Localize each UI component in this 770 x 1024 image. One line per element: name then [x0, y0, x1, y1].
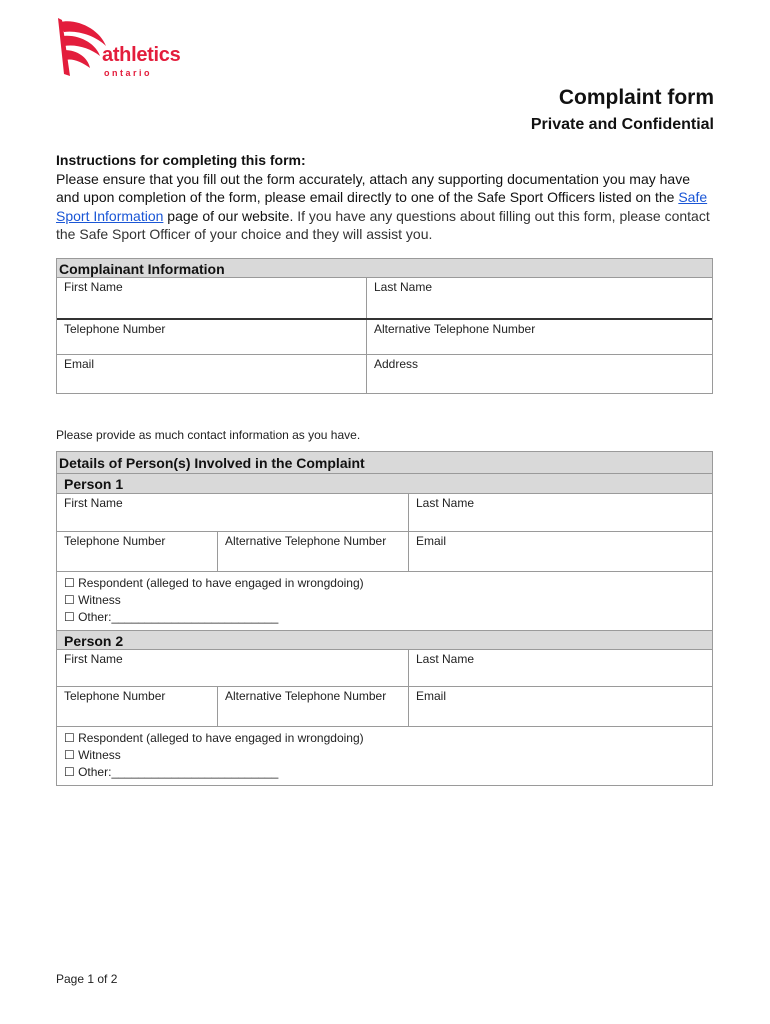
- last-name-field[interactable]: Last Name: [374, 280, 433, 294]
- logo-name: athletics: [102, 44, 181, 66]
- person-2-first-name-field[interactable]: First Name: [57, 650, 409, 686]
- instructions: [56, 151, 716, 244]
- person-1-row-name: [57, 494, 712, 532]
- complainant-row-email: [57, 355, 712, 393]
- person-1-last-name-field[interactable]: Last Name: [416, 496, 475, 510]
- instructions-heading: Instructions for completing this form:: [56, 152, 306, 168]
- person-1-telephone-field[interactable]: Telephone Number: [57, 532, 218, 571]
- person-1-first-name-field[interactable]: First Name: [57, 494, 409, 531]
- person-2-alt-telephone-field[interactable]: Alternative Telephone Number: [218, 687, 409, 726]
- person-2-respondent-checkbox[interactable]: ☐ Respondent (alleged to have engaged in wrongdoing): [64, 731, 364, 745]
- page-subtitle: Private and Confidential: [530, 116, 714, 133]
- person-2-other-checkbox[interactable]: ☐ Other:_________________________: [64, 765, 279, 779]
- alt-telephone-field[interactable]: Alternative Telephone Number: [374, 322, 536, 336]
- logo-sub: ontario: [104, 68, 152, 78]
- person-1-alt-telephone-field[interactable]: Alternative Telephone Number: [218, 532, 409, 571]
- person-2-witness-checkbox[interactable]: ☐ Witness: [64, 748, 121, 762]
- person-1-role-options: [57, 572, 712, 630]
- person-2-telephone-field[interactable]: Telephone Number: [57, 687, 218, 726]
- complainant-section: [56, 258, 713, 394]
- telephone-field[interactable]: Telephone Number: [57, 320, 367, 354]
- instructions-text-grey: If you have any questions about filling out this form, please contact the Safe Sport Officer of your choice and they will assist you.: [56, 207, 710, 242]
- email-field[interactable]: Email: [57, 355, 367, 393]
- person-2-row-name: [57, 650, 712, 687]
- person-1-witness-checkbox[interactable]: ☐ Witness: [64, 593, 121, 607]
- person-1-other-checkbox[interactable]: ☐ Other:_________________________: [64, 610, 279, 624]
- instructions-text: Please ensure that you fill out the form accurately, attach any supporting documentation you may have and upon completion of the form, please email directly to one of the Safe Sport Officers listed on the: [56, 170, 690, 205]
- address-field[interactable]: Address: [374, 357, 419, 371]
- person-1-respondent-checkbox[interactable]: ☐ Respondent (alleged to have engaged in wrongdoing): [64, 576, 364, 590]
- person-2-role-options: [57, 727, 712, 785]
- page-number: Page 1 of 2: [56, 972, 118, 986]
- details-section: [56, 451, 713, 786]
- instructions-text-after: page of our website.: [163, 207, 294, 224]
- complainant-heading: Complainant Information: [57, 259, 712, 278]
- person-2-email-field[interactable]: Email: [416, 689, 447, 703]
- person-1-email-field[interactable]: Email: [416, 534, 447, 548]
- details-heading: Details of Person(s) Involved in the Complaint: [57, 452, 712, 474]
- person-2-row-phone: [57, 687, 712, 727]
- page-title: Complaint form: [558, 86, 714, 109]
- first-name-field[interactable]: First Name: [57, 278, 367, 318]
- person-1-row-phone: [57, 532, 712, 572]
- person-2-heading: Person 2: [57, 630, 712, 650]
- contact-note: Please provide as much contact information as you have.: [56, 428, 361, 442]
- complainant-row-name: [57, 278, 712, 320]
- complainant-row-phone: [57, 320, 712, 355]
- person-1-heading: Person 1: [57, 474, 712, 494]
- safe-sport-link[interactable]: Safe Sport Information: [56, 189, 708, 224]
- person-2-last-name-field[interactable]: Last Name: [416, 652, 475, 666]
